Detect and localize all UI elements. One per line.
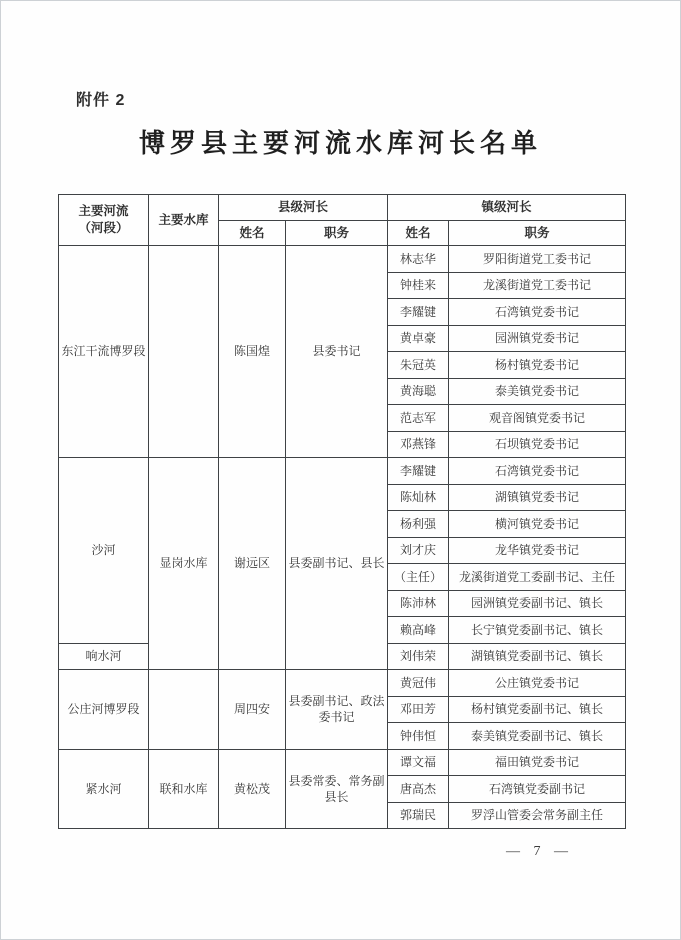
reservoir-cell: 显岗水库 (149, 458, 219, 670)
table-row (59, 246, 626, 273)
town-position-cell: 石坝镇党委书记 (449, 431, 626, 458)
county-name-cell: 陈国煌 (219, 246, 286, 458)
header-town-position: 职务 (449, 221, 626, 246)
town-position-cell: 石湾镇党委副书记 (449, 776, 626, 803)
river-cell: 沙河 (59, 458, 149, 644)
header-river-line2: （河段） (78, 221, 129, 235)
county-position-cell: 县委副书记、县长 (286, 458, 388, 670)
reservoir-cell (149, 246, 219, 458)
river-cell: 公庄河博罗段 (59, 670, 149, 750)
town-position-cell: 杨村镇党委副书记、镇长 (449, 696, 626, 723)
town-name-cell: 刘才庆 (388, 537, 449, 564)
town-position-cell: 石湾镇党委书记 (449, 299, 626, 326)
town-position-cell: 福田镇党委书记 (449, 749, 626, 776)
header-town-chief: 镇级河长 (388, 195, 626, 221)
town-position-cell: 观音阁镇党委书记 (449, 405, 626, 432)
town-position-cell: 石湾镇党委书记 (449, 458, 626, 485)
county-name-cell: 谢远区 (219, 458, 286, 670)
header-county-chief: 县级河长 (219, 195, 388, 221)
reservoir-cell (149, 670, 219, 750)
table-row (59, 670, 626, 697)
town-name-cell: 杨利强 (388, 511, 449, 538)
town-name-cell: 陈沛林 (388, 590, 449, 617)
town-name-cell: 李耀键 (388, 299, 449, 326)
header-county-position: 职务 (286, 221, 388, 246)
town-position-cell: 罗浮山管委会常务副主任 (449, 802, 626, 829)
county-position-cell: 县委常委、常务副县长 (286, 749, 388, 829)
header-river (59, 195, 149, 246)
town-position-cell: 龙溪街道党工委副书记、主任 (449, 564, 626, 591)
town-name-cell: 唐高杰 (388, 776, 449, 803)
town-position-cell: 龙华镇党委书记 (449, 537, 626, 564)
town-position-cell: 泰美镇党委书记 (449, 378, 626, 405)
river-cell: 紧水河 (59, 749, 149, 829)
river-cell: 东江干流博罗段 (59, 246, 149, 458)
town-position-cell: 园洲镇党委书记 (449, 325, 626, 352)
header-county-name: 姓名 (219, 221, 286, 246)
town-name-cell: 钟桂来 (388, 272, 449, 299)
town-name-cell: 刘伟荣 (388, 643, 449, 670)
town-position-cell: 杨村镇党委书记 (449, 352, 626, 379)
river-chiefs-table (58, 194, 626, 829)
county-position-cell: 县委书记 (286, 246, 388, 458)
page-number: — 7 — (506, 844, 569, 859)
reservoir-cell: 联和水库 (149, 749, 219, 829)
town-name-cell: 钟伟恒 (388, 723, 449, 750)
town-name-cell: 郭瑞民 (388, 802, 449, 829)
town-name-cell: 黄海聪 (388, 378, 449, 405)
town-name-cell: 黄卓豪 (388, 325, 449, 352)
town-name-cell: 朱冠英 (388, 352, 449, 379)
county-position-cell: 县委副书记、政法委书记 (286, 670, 388, 750)
table-row (59, 458, 626, 485)
header-river-line1: 主要河流 (78, 204, 129, 219)
town-name-cell: 邓燕锋 (388, 431, 449, 458)
town-name-cell: 黄冠伟 (388, 670, 449, 697)
town-name-cell: （主任） (388, 564, 449, 591)
town-position-cell: 公庄镇党委书记 (449, 670, 626, 697)
town-name-cell: 林志华 (388, 246, 449, 273)
town-position-cell: 龙溪街道党工委书记 (449, 272, 626, 299)
town-name-cell: 范志军 (388, 405, 449, 432)
town-position-cell: 罗阳街道党工委书记 (449, 246, 626, 273)
header-reservoir: 主要水库 (149, 195, 219, 246)
town-name-cell: 邓田芳 (388, 696, 449, 723)
town-position-cell: 园洲镇党委副书记、镇长 (449, 590, 626, 617)
table-row (59, 749, 626, 776)
header-row-1 (59, 195, 626, 221)
town-position-cell: 长宁镇党委副书记、镇长 (449, 617, 626, 644)
river-cell: 响水河 (59, 643, 149, 670)
town-position-cell: 湖镇镇党委副书记、镇长 (449, 643, 626, 670)
county-name-cell: 周四安 (219, 670, 286, 750)
town-position-cell: 横河镇党委书记 (449, 511, 626, 538)
header-town-name: 姓名 (388, 221, 449, 246)
town-position-cell: 湖镇镇党委书记 (449, 484, 626, 511)
attachment-label: 附件 2 (76, 92, 126, 109)
town-name-cell: 赖高峰 (388, 617, 449, 644)
town-position-cell: 泰美镇党委副书记、镇长 (449, 723, 626, 750)
town-name-cell: 谭文福 (388, 749, 449, 776)
town-name-cell: 陈灿林 (388, 484, 449, 511)
town-name-cell: 李耀键 (388, 458, 449, 485)
page-title: 博罗县主要河流水库河长名单 (138, 129, 542, 158)
county-name-cell: 黄松茂 (219, 749, 286, 829)
